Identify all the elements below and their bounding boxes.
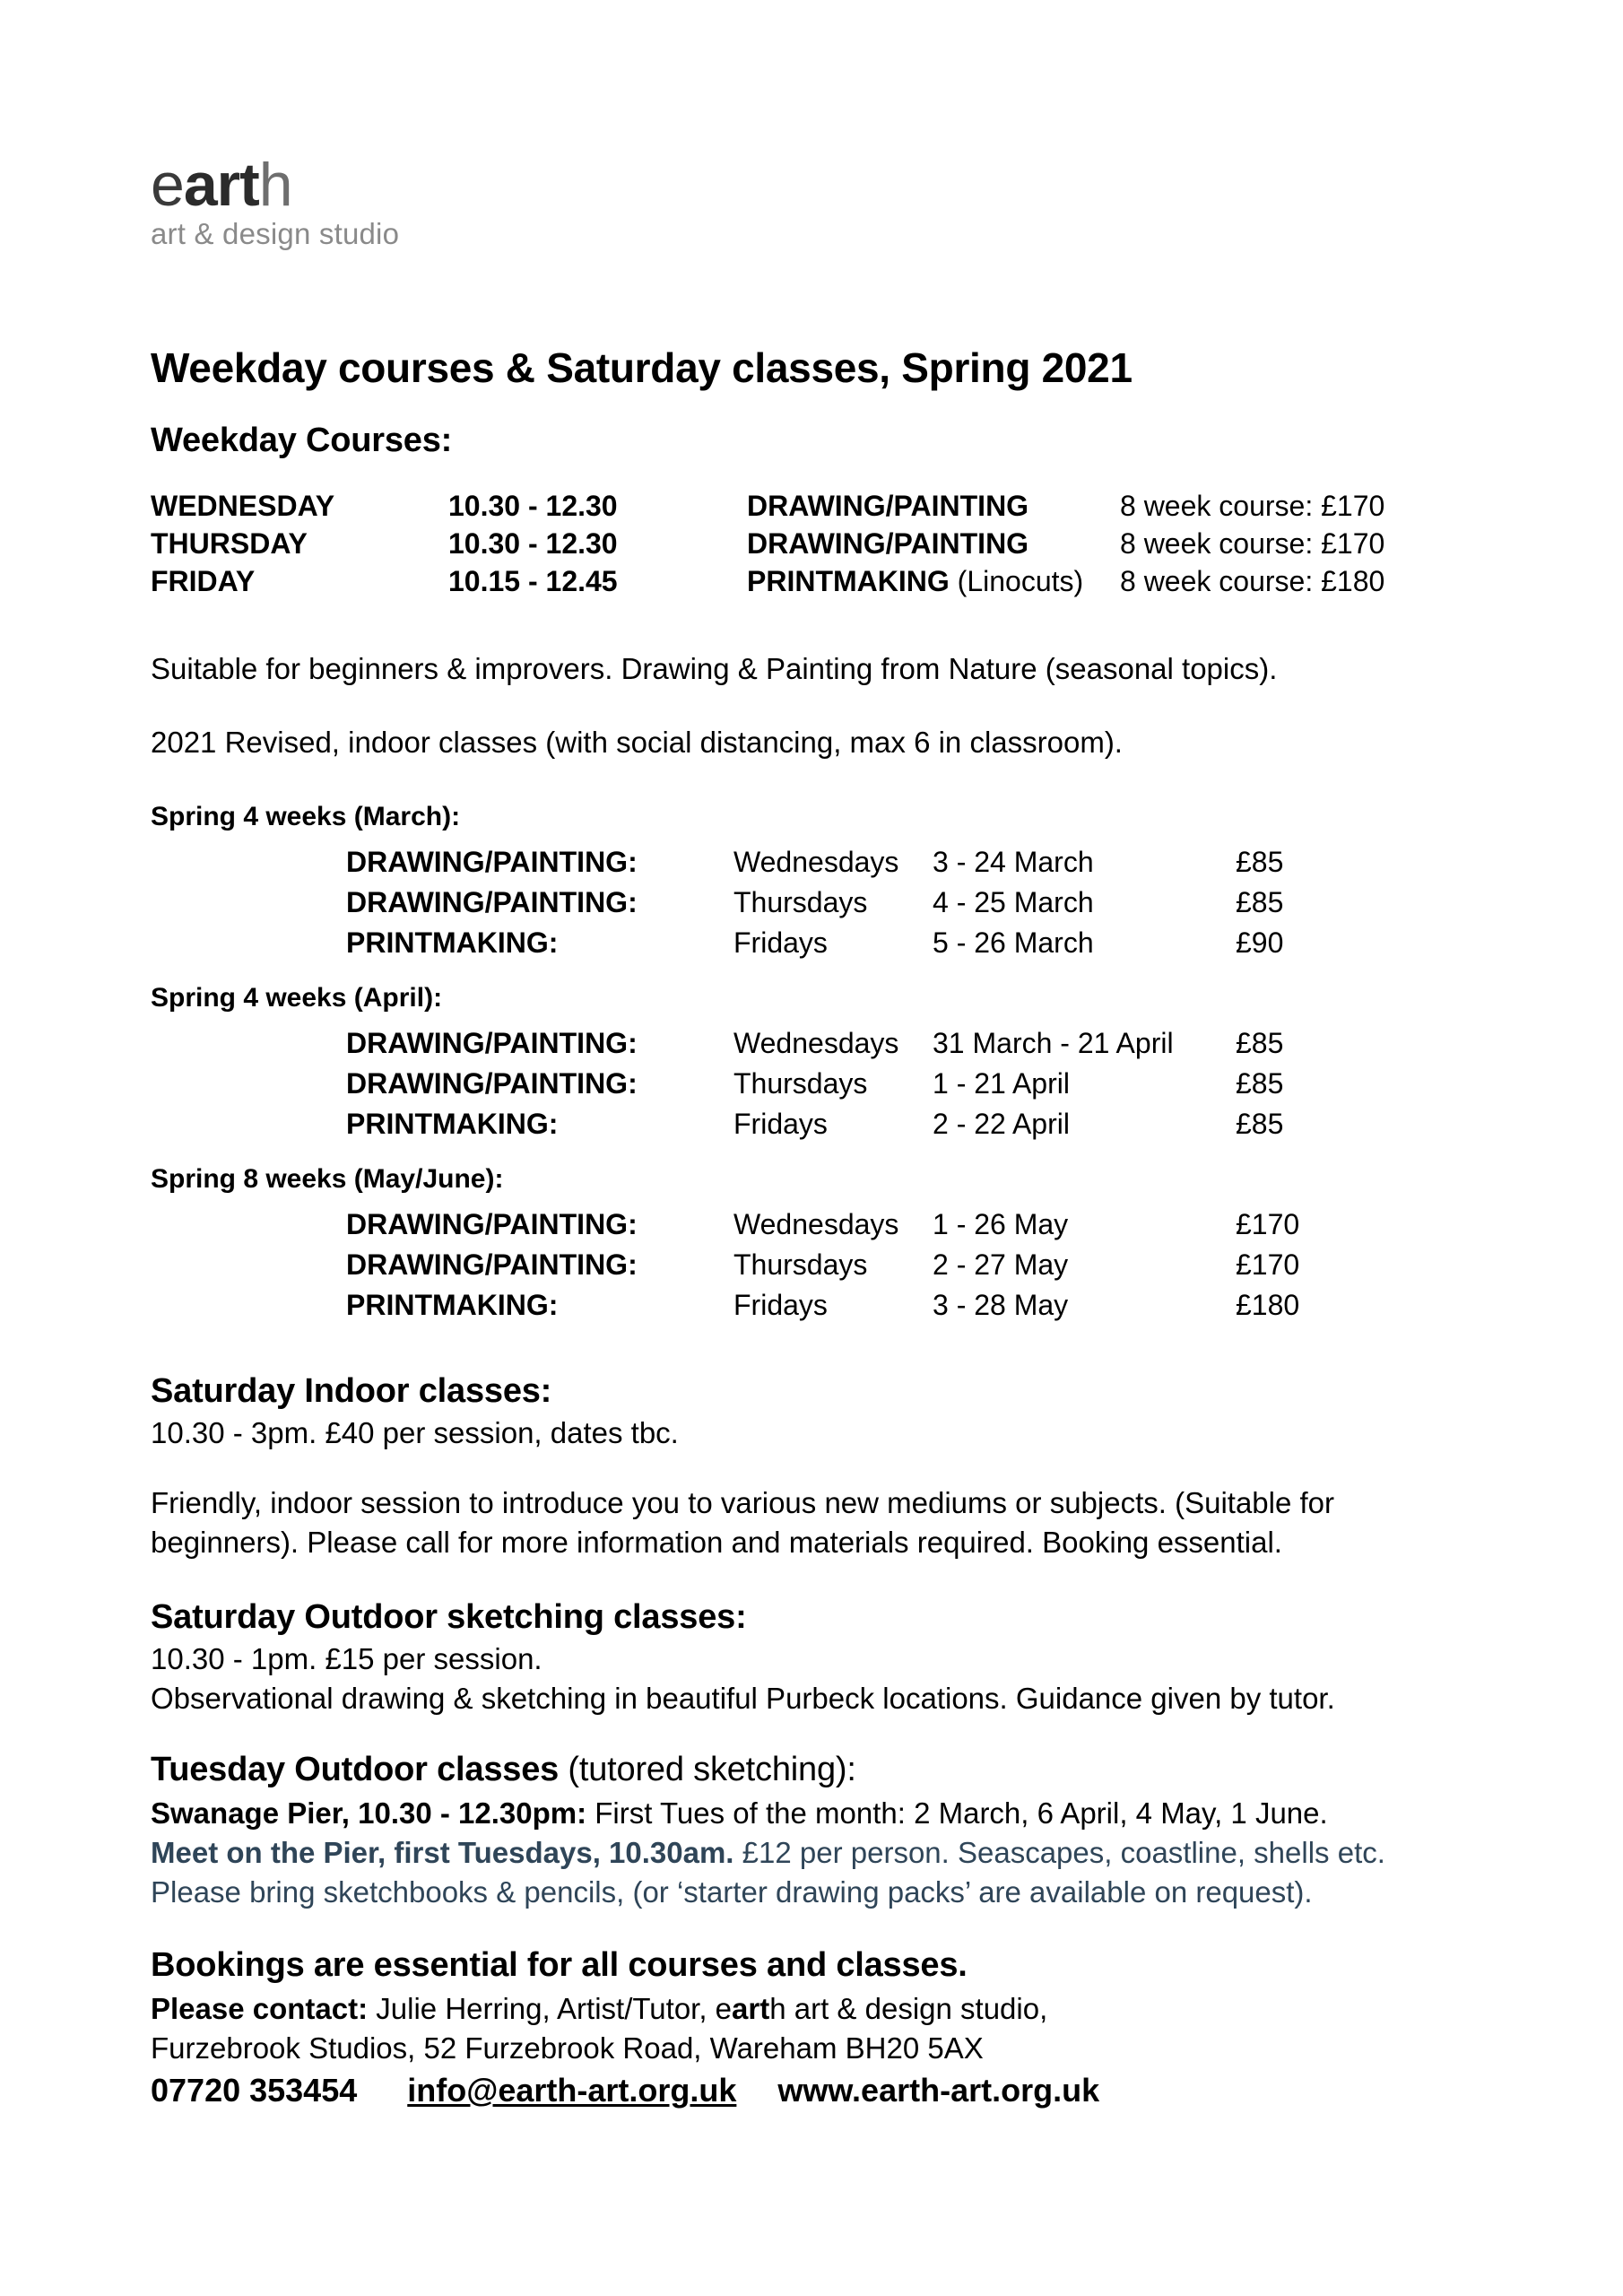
course-day: Wednesdays [733, 1027, 899, 1059]
month-block-march [151, 800, 1487, 964]
month-heading: Spring 4 weeks (March): [151, 802, 461, 831]
course-day: Wednesdays [733, 1208, 899, 1240]
logo-tagline: art & design studio [151, 217, 400, 250]
weekday-time: 10.30 - 12.30 [448, 490, 618, 522]
weekday-day: THURSDAY [151, 527, 308, 560]
course-price: £85 [1236, 886, 1284, 918]
course-price: £85 [1236, 846, 1284, 878]
month-heading: Spring 4 weeks (April): [151, 983, 443, 1013]
course-label: PRINTMAKING: [346, 1289, 559, 1321]
tuesday-outdoor-meet-line [151, 1833, 1487, 1873]
tuesday-outdoor-materials-line: Please bring sketchbooks & pencils, (or ‘starter drawing packs’ are available on request). [151, 1875, 1313, 1909]
weekday-day: WEDNESDAY [151, 490, 335, 522]
saturday-indoor-heading: Saturday Indoor classes: [151, 1372, 552, 1410]
table-row [151, 526, 1487, 563]
course-day: Fridays [733, 1108, 828, 1140]
course-dates: 2 - 27 May [933, 1248, 1069, 1281]
contact-label: Please contact: [151, 1992, 369, 2025]
email-link[interactable]: info@earth-art.org.uk [407, 2072, 737, 2109]
table-row [151, 843, 1487, 883]
page-title: Weekday courses & Saturday classes, Spring 2021 [151, 344, 1133, 391]
course-dates: 3 - 28 May [933, 1289, 1069, 1321]
footer-contact-row [151, 2070, 1099, 2111]
course-label: PRINTMAKING: [346, 926, 559, 959]
course-price: £85 [1236, 1067, 1284, 1100]
course-label: DRAWING/PAINTING: [346, 886, 638, 918]
weekday-time: 10.15 - 12.45 [448, 565, 618, 597]
weekday-courses-table [151, 488, 1487, 601]
course-day: Fridays [733, 1289, 828, 1321]
course-label: DRAWING/PAINTING: [346, 1208, 638, 1240]
course-price: £170 [1236, 1208, 1300, 1240]
contact-brand-art: art [732, 1992, 770, 2025]
logo-letter-h: h [258, 151, 292, 219]
logo-letters-art: art [183, 151, 259, 219]
weekday-course-name: DRAWING/PAINTING [747, 527, 1029, 560]
course-day: Fridays [733, 926, 828, 959]
table-row [151, 488, 1487, 526]
logo-letter-e: e [151, 151, 184, 219]
website-link[interactable]: www.earth-art.org.uk [777, 2072, 1100, 2109]
weekday-courses-heading: Weekday Courses: [151, 422, 453, 459]
contact-name: Julie Herring, Artist/Tutor, e [368, 1992, 733, 2025]
course-day: Thursdays [733, 1067, 868, 1100]
course-dates: 3 - 24 March [933, 846, 1094, 878]
weekday-time: 10.30 - 12.30 [448, 527, 618, 560]
bookings-heading: Bookings are essential for all courses and classes. [151, 1946, 968, 1984]
course-label: PRINTMAKING: [346, 1108, 559, 1140]
saturday-indoor-description-line1: Friendly, indoor session to introduce you to various new mediums or subjects. (Suitable for [151, 1486, 1335, 1519]
course-price: £180 [1236, 1289, 1300, 1321]
saturday-outdoor-heading: Saturday Outdoor sketching classes: [151, 1598, 747, 1636]
contact-line [151, 1989, 1487, 2029]
month-heading: Spring 8 weeks (May/June): [151, 1164, 504, 1194]
saturday-indoor-description-line2: beginners). Please call for more information and materials required. Booking essential. [151, 1526, 1282, 1559]
table-row [151, 563, 1487, 601]
weekday-course [747, 488, 1028, 524]
tuesday-outdoor-meet-details: £12 per person. Seascapes, coastline, shells etc. [733, 1836, 1385, 1869]
course-day: Thursdays [733, 1248, 868, 1281]
month-block-may-june [151, 1162, 1487, 1326]
course-dates: 1 - 26 May [933, 1208, 1069, 1240]
course-day: Wednesdays [733, 846, 899, 878]
saturday-outdoor-times: 10.30 - 1pm. £15 per session. [151, 1642, 542, 1675]
saturday-indoor-times: 10.30 - 3pm. £40 per session, dates tbc. [151, 1416, 679, 1449]
weekday-price: 8 week course: £170 [1120, 490, 1385, 522]
course-label: DRAWING/PAINTING: [346, 1027, 638, 1059]
covid-note: 2021 Revised, indoor classes (with social distancing, max 6 in classroom). [151, 726, 1123, 759]
weekday-course [747, 526, 1028, 561]
weekday-price: 8 week course: £170 [1120, 527, 1385, 560]
table-row [151, 883, 1487, 924]
weekday-course-name: DRAWING/PAINTING [747, 490, 1029, 522]
course-dates: 31 March - 21 April [933, 1027, 1174, 1059]
course-day: Thursdays [733, 886, 868, 918]
weekday-course [747, 563, 1083, 599]
table-row [151, 924, 1487, 964]
course-dates: 4 - 25 March [933, 886, 1094, 918]
tuesday-outdoor-pier-line [151, 1794, 1487, 1833]
course-price: £90 [1236, 926, 1284, 959]
tuesday-outdoor-heading [151, 1749, 1487, 1790]
table-row [151, 1105, 1487, 1145]
course-dates: 2 - 22 April [933, 1108, 1070, 1140]
suitability-note: Suitable for beginners & improvers. Drawing & Painting from Nature (seasonal topics). [151, 652, 1278, 685]
tuesday-outdoor-pier-dates: First Tues of the month: 2 March, 6 April, 4 May, 1 June. [586, 1796, 1328, 1830]
table-row [151, 1205, 1487, 1246]
saturday-outdoor-description: Observational drawing & sketching in beautiful Purbeck locations. Guidance given by tutor. [151, 1682, 1335, 1715]
table-row [151, 1024, 1487, 1065]
tuesday-outdoor-heading-main: Tuesday Outdoor classes [151, 1751, 560, 1788]
course-price: £85 [1236, 1027, 1284, 1059]
weekday-day: FRIDAY [151, 565, 256, 597]
weekday-course-note: (Linocuts) [949, 565, 1084, 597]
contact-brand-rest: h art & design studio, [769, 1992, 1048, 2025]
course-dates: 1 - 21 April [933, 1067, 1070, 1100]
course-price: £85 [1236, 1108, 1284, 1140]
course-label: DRAWING/PAINTING: [346, 1067, 638, 1100]
phone-number: 07720 353454 [151, 2072, 358, 2109]
course-label: DRAWING/PAINTING: [346, 846, 638, 878]
table-row [151, 1286, 1487, 1326]
table-row [151, 1065, 1487, 1105]
course-label: DRAWING/PAINTING: [346, 1248, 638, 1281]
month-block-april [151, 981, 1487, 1145]
contact-address: Furzebrook Studios, 52 Furzebrook Road, Wareham BH20 5AX [151, 2031, 984, 2065]
tuesday-outdoor-heading-note: (tutored sketching): [559, 1751, 856, 1788]
tuesday-outdoor-meet-label: Meet on the Pier, first Tuesdays, 10.30am. [151, 1836, 734, 1869]
tuesday-outdoor-pier-label: Swanage Pier, 10.30 - 12.30pm: [151, 1796, 587, 1830]
course-dates: 5 - 26 March [933, 926, 1094, 959]
course-price: £170 [1236, 1248, 1300, 1281]
table-row [151, 1246, 1487, 1286]
brand-logo [151, 151, 653, 250]
logo-wordmark [151, 151, 653, 219]
weekday-course-name: PRINTMAKING [747, 565, 950, 597]
weekday-price: 8 week course: £180 [1120, 565, 1385, 597]
